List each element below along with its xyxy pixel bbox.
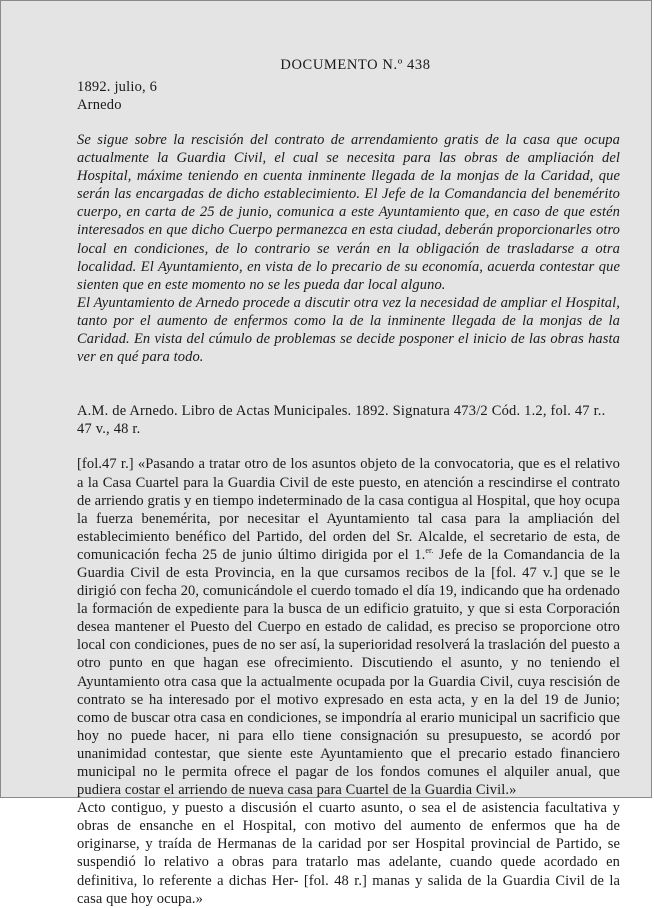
transcript-text: Jefe de la Comandancia de la Guardia Civil de esta Provincia, en la que cursamos recibos de la [fol. 47 v.] que se le dirigió con fecha 20, comunicándole el cuerdo tomado el día 19, indicando que ha ordenado la formación de expediente para la busca de un edificio gratuito, y que si esta Corporación desea mantener el Puesto del Cuerpo en estado de calidad, es preciso se proporcione otro local con condiciones, pues de no ser así, la superioridad resolverá la traslación del puesto a otro punto en que hagan ese ofrecimiento. Discutiendo el asunto, y no teniendo el Ayuntamiento otra casa que la actualmente ocupada por la Guardia Civil, cuya rescisión de contrato se ha interesado por el motivo expresado en esta acta, y en la del 19 de Junio; como de buscar otra casa en condiciones, se impondría al erario municipal un sacrificio que hoy no puede hacer, ni para ello tiene consignación su presupuesto, se acordó por unanimidad contestar, que siente este Ayuntamiento que el precario estado financiero municipal no le permita ofrece el pagar de los fondos comunes el alquiler anual, que pudiera costar el arriendo de nueva casa para Cuartel de la Guardia Civil.»	[77, 546, 620, 799]
document-date: 1892. julio, 6	[77, 79, 158, 95]
document-title: DOCUMENTO N.º 438	[280, 57, 431, 73]
transcript-paragraph	[77, 455, 620, 799]
summary-section	[77, 131, 620, 366]
summary-paragraph: Se sigue sobre la rescisión del contrato de arrendamiento gratis de la casa que ocupa actualmente la Guardia Civil, el cual se necesita para las obras de ampliación del Hospital, máxime teniendo en cuenta inminente llegada de la monjas de la Caridad, que serán las encargadas de dicho establecimiento. El Jefe de la Comandancia del benemérito cuerpo, en carta de 25 de junio, comunica a este Ayuntamiento que, en caso de que estén interesados en que dicho Cuerpo permanezca en esta ciudad, deberán proporcionarles otro local en condiciones, de lo contrario se verán en la obligación de trasladarse a otra localidad. El Ayuntamiento, en vista de lo precario de su economía, acuerda contestar que sienten que en este momento no se les pueda dar local alguno.	[77, 132, 620, 293]
ordinal-superscript: er.	[425, 545, 434, 555]
transcript-section	[77, 455, 620, 907]
summary-paragraph: El Ayuntamiento de Arnedo procede a discutir otra vez la necesidad de ampliar el Hospital, tanto por el aumento de enfermos como la de la inminente llegada de la monjas de la Caridad. En vista del cúmulo de problemas se decide posponer el inicio de las obras hasta ver en qué para todo.	[77, 294, 620, 366]
source-citation: A.M. de Arnedo. Libro de Actas Municipales. 1892. Signatura 473/2 Cód. 1.2, fol. 47 r.. 47 v., 48 r.	[77, 403, 606, 438]
document-place: Arnedo	[77, 97, 122, 113]
document-content	[77, 56, 620, 908]
transcript-paragraph: Acto contiguo, y puesto a discusión el cuarto asunto, o sea el de asistencia facultativa y obras de ensanche en el Hospital, con motivo del aumento de enfermos que ha de originarse, y traída de Hermanas de la caridad por ser Hospital provincial de Partido, se suspendió lo relativo a obras para tratarlo mas adelante, cuando quede acordado en definitiva, lo referente a dichas Her- [fol. 48 r.] manas y salida de la Guardia Civil de la casa que hoy ocupa.»	[77, 800, 620, 907]
transcript-text: [fol.47 r.] «Pasando a tratar otro de los asuntos objeto de la convocatoria, que es el relativo a la Casa Cuartel para la Guardia Civil de este puesto, en atención a rescindirse el contrato de arriendo gratis y en tiempo indeterminado de la casa contigua al Hospital, que hoy ocupa la fuerza benemérita, por necesitar el Ayuntamiento tal casa para la ampliación del establecimiento benéfico del Partido, del orden del Sr. Alcalde, el secretario de esta, de comunicación fecha 25 de junio último dirigida por el 1.	[77, 456, 620, 563]
